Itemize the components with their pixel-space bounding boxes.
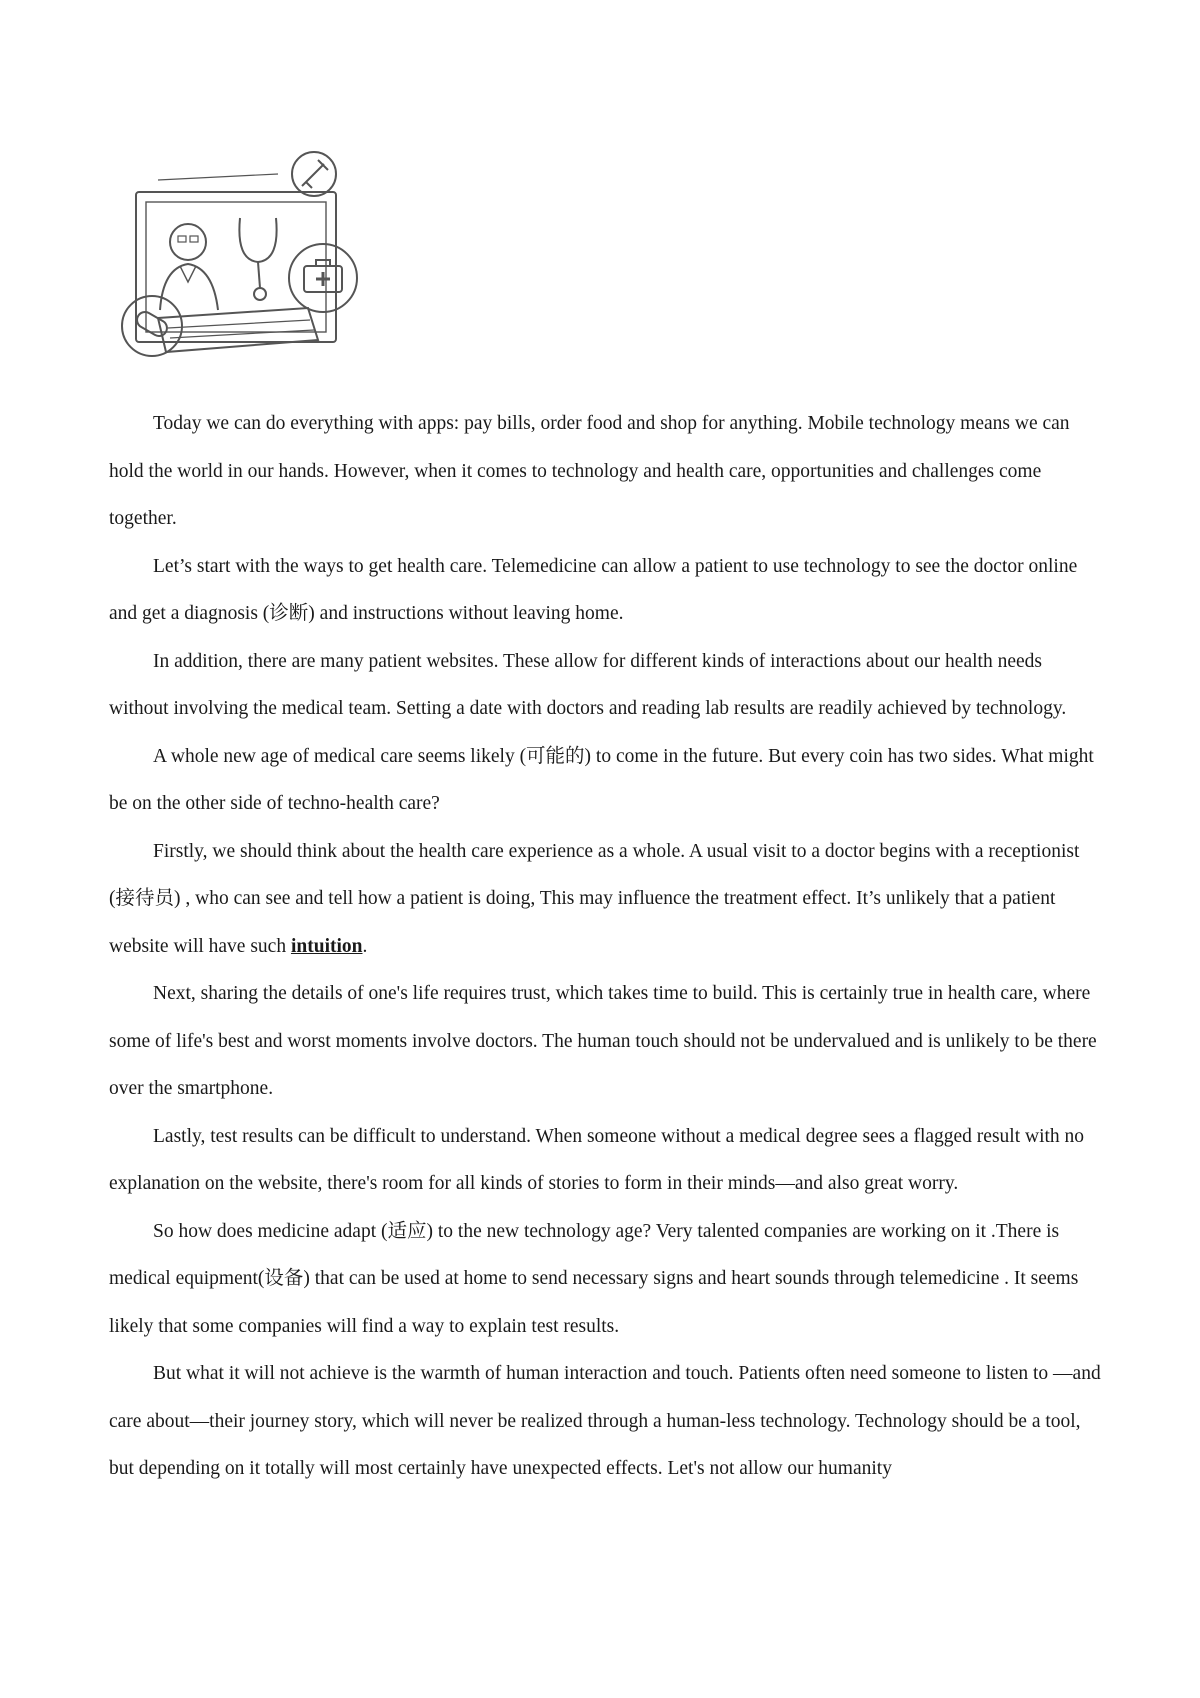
paragraph-9: But what it will not achieve is the warmth of human interaction and touch. Patients often need someone to listen to —and care about—their journey story, which will never be realized through a human-less technology. Technology should be a tool, but depending on it totally will most certainly have unexpected effects. Let's not allow our humanity <box>109 1363 1101 1479</box>
paragraph-5-end: . <box>362 935 368 957</box>
paragraph-8: So how does medicine adapt (适应) to the new technology age? Very talented companies are working on it .There is medical equipment(设备) that can be used at home to send necessary signs and heart sounds through telemedicine . It seems likely that some companies will find a way to explain test results. <box>109 1220 1079 1337</box>
paragraph-6: Next, sharing the details of one's life requires trust, which takes time to build. This is certainly true in health care, where some of life's best and worst moments involve doctors. The human touch should not be undervalued and is unlikely to be there over the smartphone. <box>109 983 1097 1099</box>
stethoscope-icon <box>239 218 276 300</box>
article <box>109 400 1104 1493</box>
paragraph-5 <box>109 828 1104 971</box>
telemedicine-illustration <box>118 150 408 390</box>
paragraph-4: A whole new age of medical care seems likely (可能的) to come in the future. But every coin has two sides. What might be on the other side of techno-health care? <box>109 745 1094 814</box>
paragraph-2: Let’s start with the ways to get health care. Telemedicine can allow a patient to use technology to see the doctor online and get a diagnosis (诊断) and instructions without leaving home. <box>109 555 1078 624</box>
syringe-icon <box>292 152 336 196</box>
paragraph-5-text: Firstly, we should think about the health care experience as a whole. A usual visit to a doctor begins with a receptionist (接待员) , who can see and tell how a patient is doing, This may influence the treatment effect. It’s unlikely that a patient website will have such <box>109 840 1080 957</box>
paragraph-1: Today we can do everything with apps: pay bills, order food and shop for anything. Mobile technology means we can hold the world in our hands. However, when it comes to technology and health care, opportunities and challenges come together. <box>109 413 1070 529</box>
paragraph-7: Lastly, test results can be difficult to understand. When someone without a medical degree sees a flagged result with no explanation on the website, there's room for all kinds of stories to form in their minds—and also great worry. <box>109 1125 1085 1194</box>
paragraph-3: In addition, there are many patient websites. These allow for different kinds of interactions about our health needs without involving the medical team. Setting a date with doctors and reading lab results are readily achieved by technology. <box>109 650 1067 719</box>
pills-icon <box>122 296 182 356</box>
keyword-intuition: intuition <box>290 935 363 957</box>
doctor-icon <box>160 224 218 310</box>
medical-kit-icon <box>289 244 357 312</box>
